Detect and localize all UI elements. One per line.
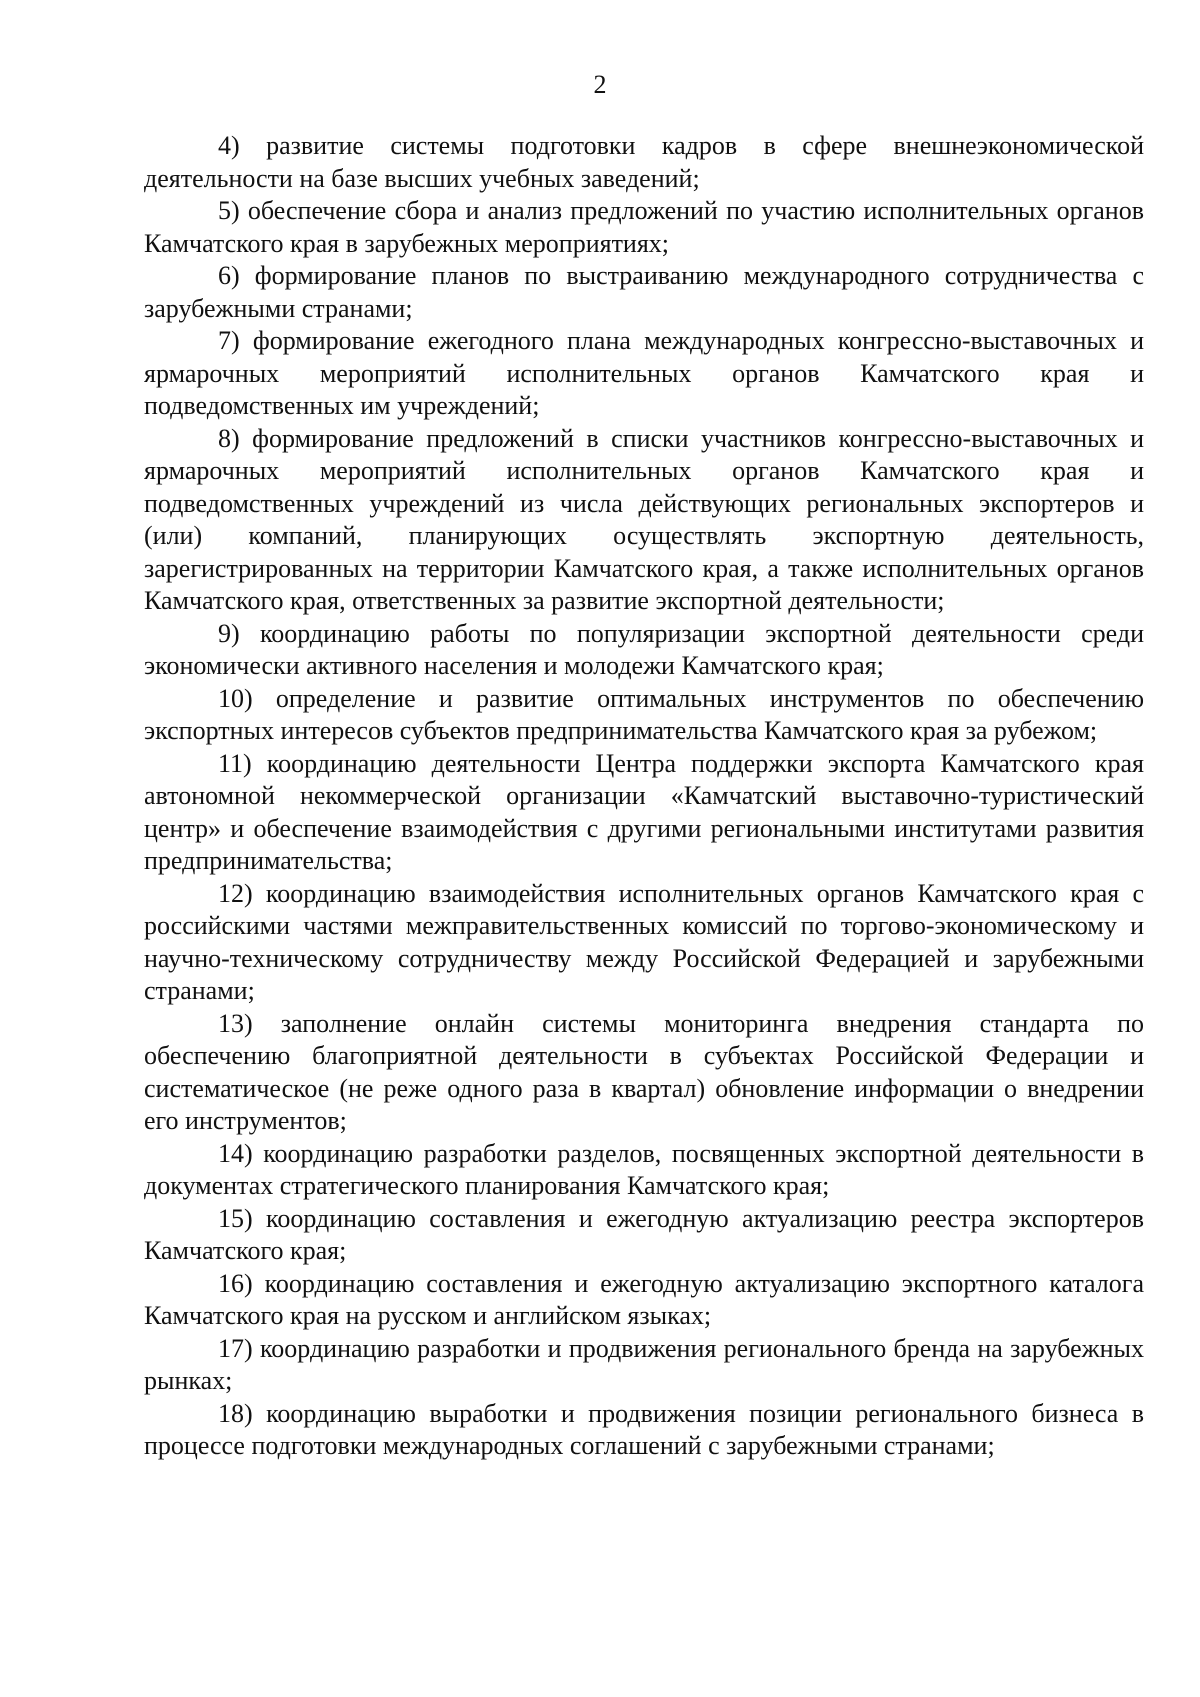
list-item: 5) обеспечение сбора и анализ предложений по участию исполнительных органов Камчатского края в зарубежных мероприятиях; — [144, 196, 1144, 258]
list-item: 7) формирование ежегодного плана международных конгрессно-выставочных и ярмарочных мероприятий исполнительных органов Камчатского края и подведомственных им учреждений; — [144, 326, 1144, 420]
list-item: 12) координацию взаимодействия исполнительных органов Камчатского края с российскими частями межправительственных комиссий по торгово-экономическому и научно-техническому сотрудничеству между Российской Федерацией и зарубежными странами; — [144, 878, 1144, 1005]
list-item: 4) развитие системы подготовки кадров в сфере внешнеэкономической деятельности на базе высших учебных заведений; — [144, 131, 1144, 193]
list-item: 17) координацию разработки и продвижения регионального бренда на зарубежных рынках; — [144, 1333, 1144, 1395]
list-item: 15) координацию составления и ежегодную актуализацию реестра экспортеров Камчатского края; — [144, 1203, 1144, 1265]
list-item: 8) формирование предложений в списки участников конгрессно-выставочных и ярмарочных мероприятий исполнительных органов Камчатского края и подведомственных учреждений из числа действующих региональных экспортеров и (или) компаний, планирующих осуществлять экспортную деятельность, зарегистрированных на территории Камчатского края, а также исполнительных органов Камчатского края, ответственных за развитие экспортной деятельности; — [144, 423, 1144, 615]
list-item: 18) координацию выработки и продвижения позиции регионального бизнеса в процессе подготовки международных соглашений с зарубежными странами; — [144, 1398, 1144, 1460]
list-item: 10) определение и развитие оптимальных инструментов по обеспечению экспортных интересов субъектов предпринимательства Камчатского края за рубежом; — [144, 683, 1144, 745]
list-item: 6) формирование планов по выстраиванию международного сотрудничества с зарубежными странами; — [144, 261, 1144, 323]
list-item: 13) заполнение онлайн системы мониторинга внедрения стандарта по обеспечению благоприятной деятельности в субъектах Российской Федерации и систематическое (не реже одного раза в квартал) обновление информации о внедрении его инструментов; — [144, 1008, 1144, 1135]
list-item: 14) координацию разработки разделов, посвященных экспортной деятельности в документах стратегического планирования Камчатского края; — [144, 1138, 1144, 1200]
list-item: 9) координацию работы по популяризации экспортной деятельности среди экономически активного населения и молодежи Камчатского края; — [144, 618, 1144, 680]
page-number: 2 — [593, 70, 607, 99]
list-item: 11) координацию деятельности Центра поддержки экспорта Камчатского края автономной некоммерческой организации «Камчатский выставочно-туристический центр» и обеспечение взаимодействия с другими региональными институтами развития предпринимательства; — [144, 748, 1144, 875]
document-body — [144, 130, 1144, 1463]
list-item: 16) координацию составления и ежегодную актуализацию экспортного каталога Камчатского края на русском и английском языках; — [144, 1268, 1144, 1330]
